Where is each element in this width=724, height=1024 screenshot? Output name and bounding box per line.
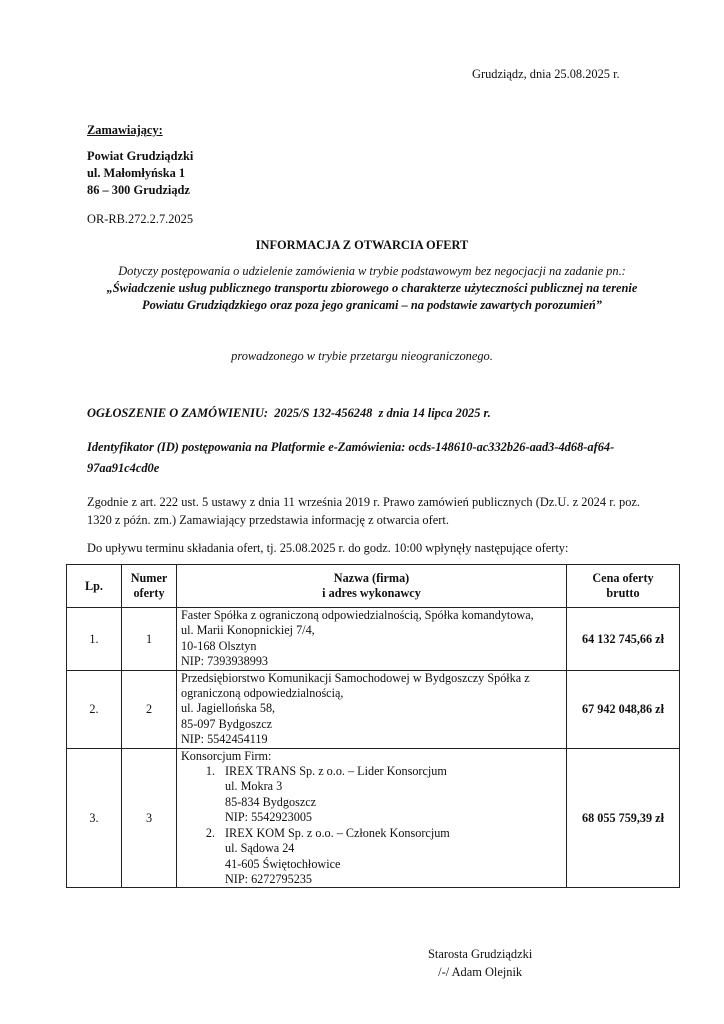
header-contractor-name: Nazwa (firma) i adres wykonawcy [177,565,567,608]
signature-title: Starosta Grudziądzki [428,947,533,961]
document-date: Grudziądz, dnia 25.08.2025 r. [472,67,620,81]
row-price: 64 132 745,66 zł [567,608,680,671]
ordering-party-address [87,148,193,199]
task-name: „Świadczenie usług publicznego transportu zbiorowego o charakterze użyteczności publicznej na terenie Powiatu Grudziądzkiego oraz poza jego granicami – na podstawie zawartych porozumień” [106,281,638,312]
header-offer-number: Numer oferty [122,565,177,608]
row-lp: 3. [67,748,122,888]
legal-basis-paragraph: Zgodnie z art. 222 ust. 5 ustawy z dnia 11 września 2019 r. Prawo zamówień publicznych (Dz.U. z 2024 r. poz. 1320 z późn. zm.) Zamawiający przedstawia informację z otwarcia ofert. [87,495,640,527]
row-contractor [177,748,567,888]
row-lp: 1. [67,608,122,671]
row-contractor: Faster Spółka z ograniczoną odpowiedzialnością, Spółka komandytowa, ul. Marii Konopnickiej 7/4, 10-168 Olsztyn NIP: 7393938993 [177,608,567,671]
consortium-member: 1. IREX TRANS Sp. z o.o. – Lider Konsorcjum ul. Mokra 3 85-834 Bydgoszcz NIP: 5542923005 [205,764,447,825]
header-price: Cena oferty brutto [567,565,680,608]
table-row [67,608,680,671]
org-street: ul. Małomłyńska 1 [87,166,186,180]
consortium-member: 2. IREX KOM Sp. z o.o. – Członek Konsorcjum ul. Sądowa 24 41-605 Świętochłowice NIP: 6272795235 [205,825,450,886]
table-row [67,748,680,888]
row-price: 67 942 048,86 zł [567,670,680,748]
table-row [67,670,680,748]
intro-paragraph [87,263,657,314]
org-city: 86 – 300 Grudziądz [87,183,190,197]
signature-name: /-/ Adam Olejnik [438,965,523,979]
procedure-type: prowadzonego w trybie przetargu nieograniczonego. [231,349,493,363]
announcement-line: OGŁOSZENIE O ZAMÓWIENIU: 2025/S 132-456248 z dnia 14 lipca 2025 r. [87,406,491,420]
row-offer-number: 2 [122,670,177,748]
reference-number: OR-RB.272.2.7.2025 [87,212,194,226]
row-offer-number: 3 [122,748,177,888]
row-contractor: Przedsiębiorstwo Komunikacji Samochodowej w Bydgoszczy Spółka z ograniczoną odpowiedzialnością, ul. Jagiellońska 58, 85-097 Bydgoszcz NIP: 5542454119 [177,670,567,748]
row-lp: 2. [67,670,122,748]
row-offer-number: 1 [122,608,177,671]
offers-table [66,564,680,888]
deadline-info: Do upływu terminu składania ofert, tj. 25.08.2025 r. do godz. 10:00 wpłynęły następujące oferty: [87,541,569,555]
ordering-party-label: Zamawiający: [87,123,163,137]
consortium-label: Konsorcjum Firm: [181,748,272,763]
org-name: Powiat Grudziądzki [87,149,194,163]
signature-block [428,945,532,981]
table-header-row [67,565,680,608]
procedure-identifier: Identyfikator (ID) postępowania na Platformie e-Zamówienia: ocds-148610-ac332b26-aad3-4d68-af64-97aa91c4cd0e [87,440,615,475]
row-price: 68 055 759,39 zł [567,748,680,888]
intro-prefix: Dotyczy postępowania o udzielenie zamówienia w trybie podstawowym bez negocjacji na zadanie pn.: [118,264,626,278]
header-lp: Lp. [67,565,122,608]
document-title: INFORMACJA Z OTWARCIA OFERT [255,238,469,252]
